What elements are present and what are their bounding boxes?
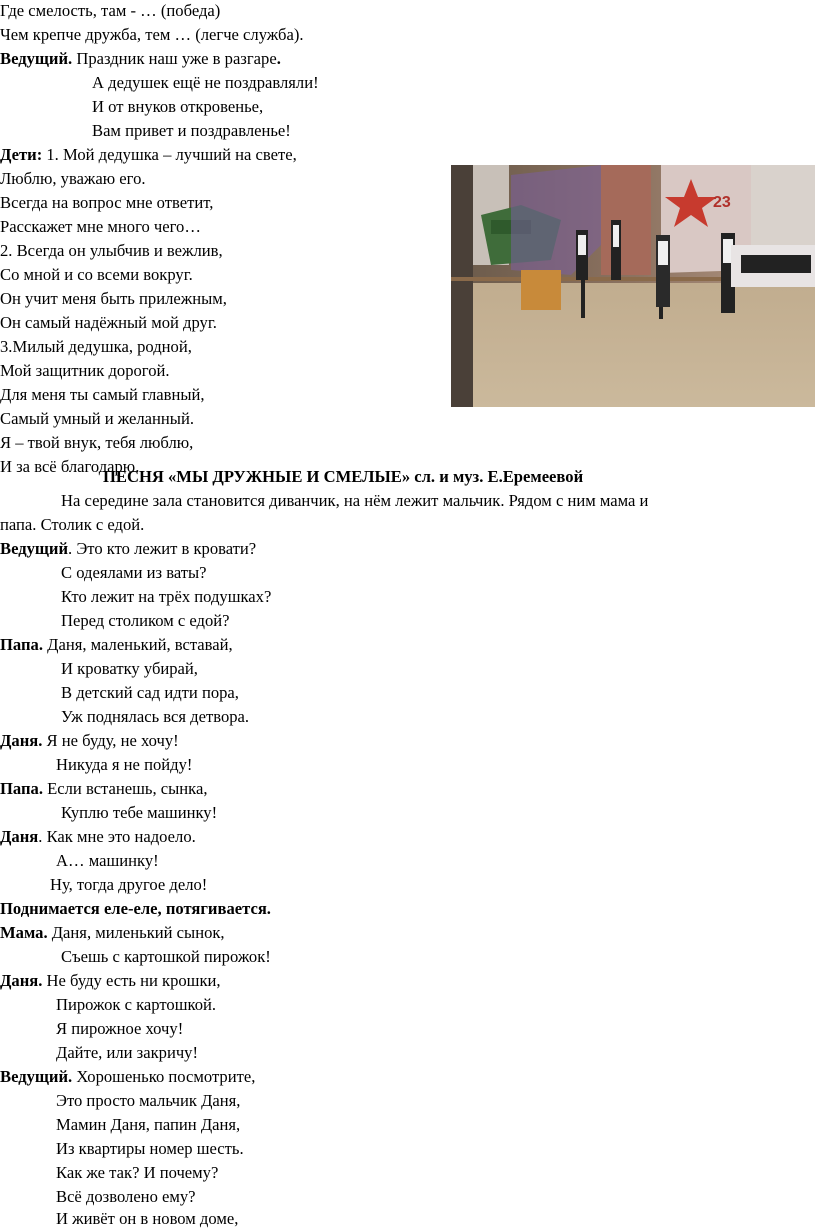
- verse-line: И живёт он в новом доме,: [56, 1209, 239, 1228]
- line-text: . Это кто лежит в кровати?: [68, 539, 257, 558]
- verse-line: Я – твой внук, тебя люблю,: [0, 433, 194, 452]
- line-text: Даня, миленький сынок,: [47, 923, 225, 942]
- line-text: Не буду есть ни крошки,: [42, 971, 221, 990]
- speaker-line: [0, 826, 196, 848]
- speaker-name: Папа.: [0, 779, 43, 798]
- speaker-line: [0, 144, 297, 166]
- verse-line: Со мной и со всеми вокруг.: [0, 265, 193, 284]
- verse-line: Расскажет мне много чего…: [0, 217, 201, 236]
- line-text: Даня, маленький, вставай,: [43, 635, 233, 654]
- line-text: . Как мне это надоело.: [38, 827, 196, 846]
- verse-line: Мамин Даня, папин Даня,: [56, 1115, 241, 1134]
- line-text: Я не буду, не хочу!: [42, 731, 179, 750]
- speaker-name: Даня: [0, 827, 39, 846]
- verse-line: Для меня ты самый главный,: [0, 385, 205, 404]
- verse-line: Как же так? И почему?: [56, 1163, 219, 1182]
- speaker-name: Ведущий.: [0, 49, 73, 68]
- song-title: ПЕСНЯ «МЫ ДРУЖНЫЕ И СМЕЛЫЕ» сл. и муз. Е.Еремеевой: [103, 467, 584, 486]
- verse-line: Самый умный и желанный.: [0, 409, 194, 428]
- verse-line: Он самый надёжный мой друг.: [0, 313, 217, 332]
- verse-line: А… машинку!: [56, 851, 159, 870]
- speaker-name: Дети:: [0, 145, 43, 164]
- verse-line: И от внуков откровенье,: [92, 97, 264, 116]
- verse-line: Кто лежит на трёх подушках?: [61, 587, 272, 606]
- text-line: Чем крепче дружба, тем … (легче служба).: [0, 25, 304, 44]
- speaker-line: [0, 778, 208, 800]
- speaker-line: [0, 1066, 255, 1088]
- verse-line: Всё дозволено ему?: [56, 1187, 196, 1206]
- event-photo-illustration: [451, 165, 815, 407]
- verse-line: А дедушек ещё не поздравляли!: [92, 73, 319, 92]
- verse-line: Пирожок с картошкой.: [56, 995, 217, 1014]
- speaker-line: [0, 922, 225, 944]
- verse-line: Перед столиком с едой?: [61, 611, 230, 630]
- verse-line: Это просто мальчик Даня,: [56, 1091, 241, 1110]
- verse-line: Дайте, или закричу!: [56, 1043, 198, 1062]
- verse-line: Люблю, уважаю его.: [0, 169, 146, 188]
- verse-line: 3.Милый дедушка, родной,: [0, 337, 192, 356]
- verse-line: Куплю тебе машинку!: [61, 803, 218, 822]
- text-line: Где смелость, там - … (победа): [0, 1, 221, 20]
- speaker-name: Мама.: [0, 923, 48, 942]
- line-text: .: [276, 49, 281, 68]
- line-text: Хорошенько посмотрите,: [72, 1067, 256, 1086]
- speaker-name: Даня.: [0, 731, 43, 750]
- speaker-name: Даня.: [0, 971, 43, 990]
- stage-direction: На середине зала становится диванчик, на нём лежит мальчик. Рядом с ним мама и: [61, 491, 649, 510]
- line-text: Если встанешь, сынка,: [43, 779, 208, 798]
- line-text: 1. Мой дедушка – лучший на свете,: [42, 145, 297, 164]
- stage-action: Поднимается еле-еле, потягивается.: [0, 899, 271, 918]
- verse-line: Мой защитник дорогой.: [0, 361, 170, 380]
- speaker-name: Папа.: [0, 635, 43, 654]
- stage-direction: папа. Столик с едой.: [0, 515, 145, 534]
- speaker-line: [0, 970, 221, 992]
- verse-line: Уж поднялась вся детвора.: [61, 707, 250, 726]
- verse-line: Я пирожное хочу!: [56, 1019, 184, 1038]
- verse-line: С одеялами из ваты?: [61, 563, 207, 582]
- verse-line: Из квартиры номер шесть.: [56, 1139, 244, 1158]
- speaker-line: [0, 730, 179, 752]
- line-text: Праздник наш уже в разгаре: [72, 49, 277, 68]
- speaker-line: [0, 634, 233, 656]
- verse-line: 2. Всегда он улыбчив и вежлив,: [0, 241, 223, 260]
- speaker-line: [0, 48, 281, 70]
- speaker-name: Ведущий: [0, 539, 69, 558]
- verse-line: Всегда на вопрос мне ответит,: [0, 193, 214, 212]
- verse-line: Вам привет и поздравленье!: [92, 121, 291, 140]
- verse-line: И кроватку убирай,: [61, 659, 198, 678]
- event-photo: [451, 165, 815, 407]
- speaker-name: Ведущий.: [0, 1067, 73, 1086]
- verse-line: В детский сад идти пора,: [61, 683, 239, 702]
- verse-line: И за всё благодарю.: [0, 457, 140, 476]
- verse-line: Ну, тогда другое дело!: [50, 875, 208, 894]
- verse-line: Он учит меня быть прилежным,: [0, 289, 227, 308]
- verse-line: Съешь с картошкой пирожок!: [61, 947, 271, 966]
- speaker-line: [0, 538, 256, 560]
- banner-number: 23: [713, 194, 731, 211]
- verse-line: Никуда я не пойду!: [56, 755, 193, 774]
